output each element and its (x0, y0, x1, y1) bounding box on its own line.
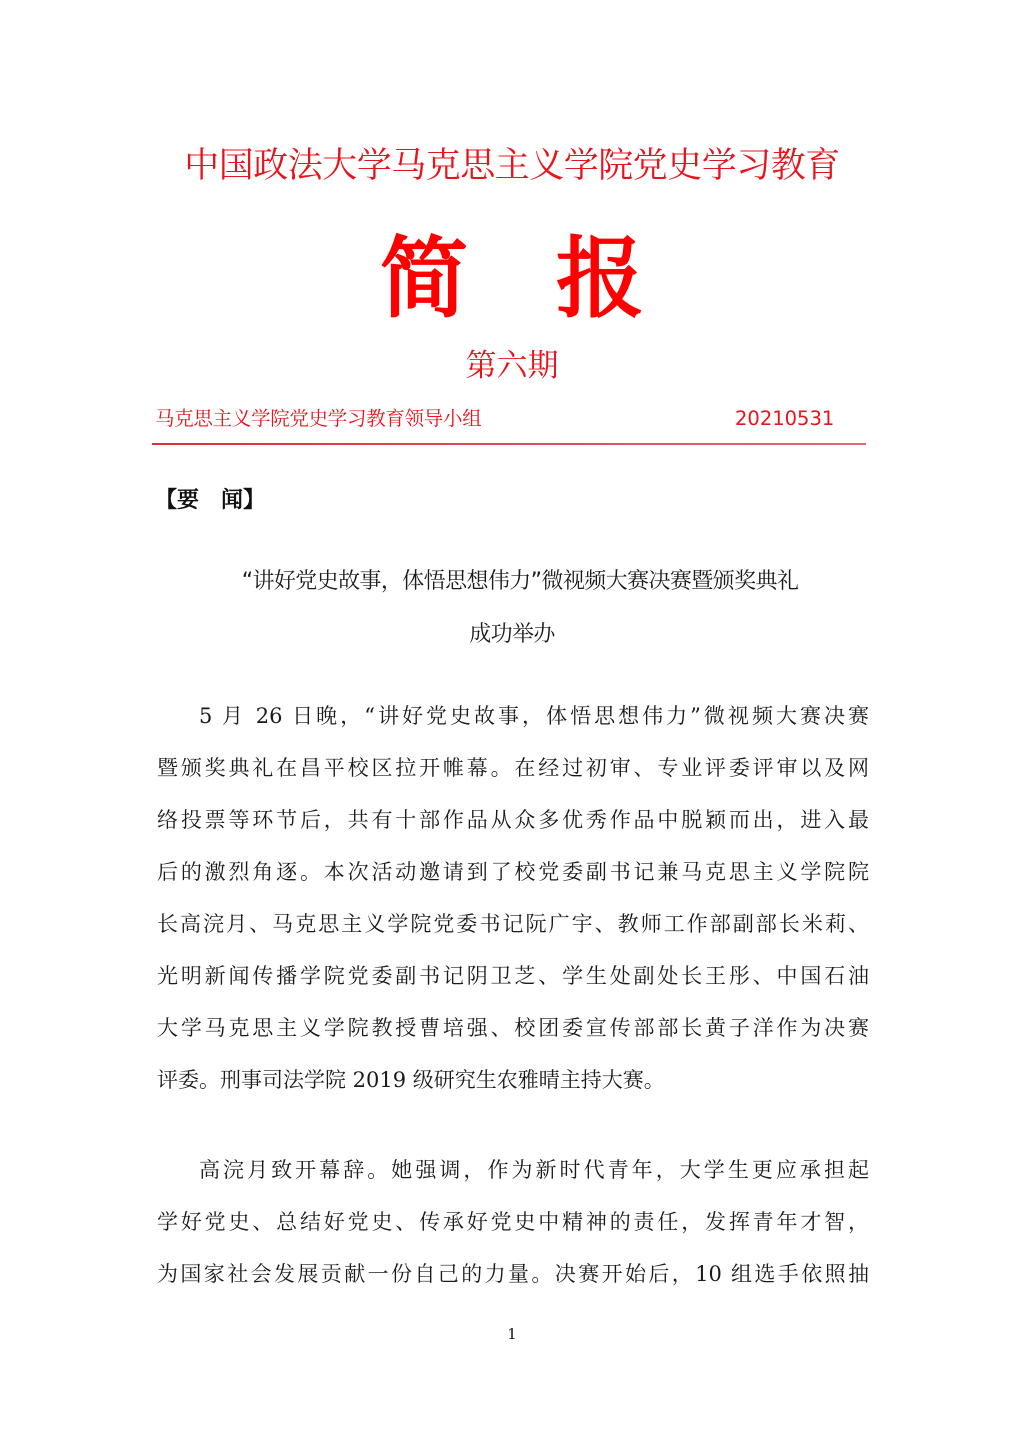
paragraph-line: 大学马克思主义学院教授曹培强、校团委宣传部部长黄子洋作为决赛 (157, 1016, 869, 1040)
section-label: 【要 闻】 (155, 488, 266, 513)
paragraph-line: 长高浣月、马克思主义学院党委书记阮广宇、教师工作部副部长米莉、 (157, 912, 869, 936)
paragraph-line: 高浣月致开幕辞。她强调，作为新时代青年，大学生更应承担起 (199, 1158, 869, 1182)
institution-title: 中国政法大学马克思主义学院党史学习教育 (184, 146, 840, 186)
issue-number: 第六期 (465, 348, 559, 384)
article-paragraph-1 (157, 690, 869, 1106)
paragraph-line: 后的激烈角逐。本次活动邀请到了校党委副书记兼马克思主义学院院 (157, 860, 869, 884)
page-number: 1 (507, 1325, 517, 1343)
paragraph-line: 学好党史、总结好党史、传承好党史中精神的责任，发挥青年才智， (157, 1210, 869, 1234)
paragraph-line: 暨颁奖典礼在昌平校区拉开帷幕。在经过初审、专业评委评审以及网 (157, 756, 869, 780)
article-headline-line-2: 成功举办 (469, 622, 555, 647)
article-headline-line-1: “讲好党史故事，体悟思想伟力”微视频大赛决赛暨颁奖典礼 (241, 569, 799, 594)
bulletin-title-char-2: 报 (556, 226, 645, 330)
paragraph-line: 络投票等环节后，共有十部作品从众多优秀作品中脱颖而出，进入最 (157, 808, 869, 832)
issue-date: 20210531 (735, 407, 835, 430)
bulletin-title (0, 228, 1024, 328)
paragraph-line: 评委。刑事司法学院 2019 级研究生农雅晴主持大赛。 (157, 1068, 665, 1092)
paragraph-line: 为国家社会发展贡献一份自己的力量。决赛开始后，10 组选手依照抽 (157, 1262, 869, 1286)
header-divider (152, 443, 866, 445)
paragraph-line: 5 月 26 日晚，“讲好党史故事，体悟思想伟力”微视频大赛决赛 (199, 704, 869, 728)
paragraph-line: 光明新闻传播学院党委副书记阴卫芝、学生处副处长王彤、中国石油 (157, 964, 869, 988)
article-paragraph-2 (157, 1144, 869, 1300)
organizer: 马克思主义学院党史学习教育领导小组 (155, 407, 482, 430)
bulletin-title-char-1: 简 (379, 226, 468, 330)
